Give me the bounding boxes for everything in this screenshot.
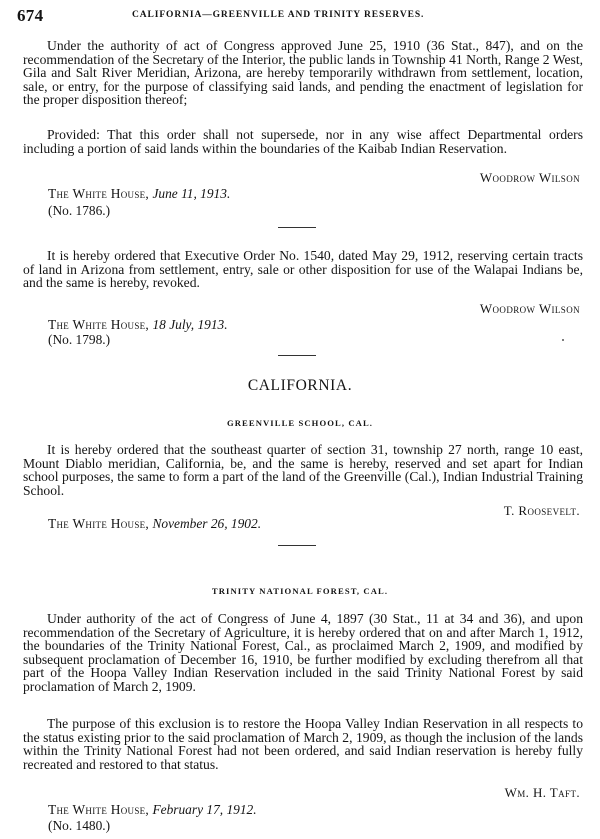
page-header [17, 6, 583, 26]
order-1786-date: June 11, 1913. [152, 186, 231, 201]
divider-rule [278, 545, 316, 546]
trinity-paragraph-2: The purpose of this exclusion is to restore the Hoopa Valley Indian Reservation in all respects to the status existing prior to the said proclamation of March 2, 1909, as though the inclusion of the lands within the Trinity National Forest had not been ordered, and said Indian reservation is hereby fully recreated and restored to that status. [23, 716, 583, 772]
divider-rule [278, 227, 316, 228]
order-1786-paragraph-1: Under the authority of act of Congress approved June 25, 1910 (36 Stat., 847), and on the recommendation of the Secretary of the Interior, the public lands in Township 41 North, Range 2 West, Gila and Salt River Meridian, Arizona, are hereby temporarily withdrawn from settlement, location, sale, or entry, for the purpose of classifying said lands, and pending the enactment of legislation for the proper disposition thereof; [23, 38, 583, 108]
trinity-signature: Wm. H. Taft. [504, 785, 580, 800]
order-1798-date: 18 July, 1913. [152, 317, 228, 332]
order-1786-number: (No. 1786.) [48, 203, 111, 218]
order-1798-place: The White House, [48, 317, 150, 332]
greenville-paragraph-1: It is hereby ordered that the southeast quarter of section 31, township 27 north, range 10 east, Mount Diablo meridian, California, be, and the same is hereby, reserved and set apart for Indian school purposes, the same to form a part of the land of the Greenville (Cal.), Indian Industrial Training School. [23, 442, 583, 498]
trinity-number: (No. 1480.) [48, 818, 111, 833]
section-title: CALIFORNIA. [247, 377, 353, 394]
running-head: CALIFORNIA—GREENVILLE AND TRINITY RESERVES. [132, 10, 425, 20]
order-1786-dateline [48, 186, 230, 202]
order-1798-paragraph-1: It is hereby ordered that Executive Order No. 1540, dated May 29, 1912, reserving certain tracts of land in Arizona from settlement, entry, sale or other disposition for use of the Walapai Indians be, and the same is hereby, revoked. [23, 248, 583, 291]
page-number: 674 [17, 6, 44, 25]
order-1798-signature: Woodrow Wilson [479, 301, 580, 316]
divider-rule [278, 355, 316, 356]
order-1786-signature: Woodrow Wilson [479, 170, 580, 185]
greenville-date: November 26, 1902. [152, 516, 262, 531]
greenville-place: The White House, [48, 516, 150, 531]
trinity-subtitle: TRINITY NATIONAL FOREST, CAL. [211, 586, 389, 596]
greenville-subtitle: GREENVILLE SCHOOL, CAL. [226, 418, 374, 428]
greenville-dateline [48, 516, 261, 532]
trinity-place: The White House, [48, 802, 150, 817]
trinity-paragraph-1: Under authority of the act of Congress of June 4, 1897 (30 Stat., 11 at 34 and 36), and upon recommendation of the Secretary of Agriculture, it is hereby ordered that on and after March 1, 1912, the boundaries of the Trinity National Forest, Cal., as proclaimed March 2, 1909, and modified by subsequent proclamation of December 16, 1910, be further modified by excluding therefrom all that part of the Hoopa Valley Indian Reservation included in the said Trinity National Forest by said proclamation of March 2, 1909. [23, 611, 583, 694]
order-1786-paragraph-2: Provided: That this order shall not supersede, nor in any wise affect Departmental orders including a portion of said lands within the boundaries of the Kaibab Indian Reservation. [23, 127, 583, 156]
order-1786-place: The White House, [48, 186, 150, 201]
order-1798-dateline [48, 317, 228, 333]
greenville-signature: T. Roosevelt. [503, 503, 580, 518]
trinity-date: February 17, 1912. [152, 802, 257, 817]
trinity-dateline [48, 802, 257, 818]
print-speck [562, 339, 564, 341]
order-1798-number: (No. 1798.) [48, 332, 111, 347]
